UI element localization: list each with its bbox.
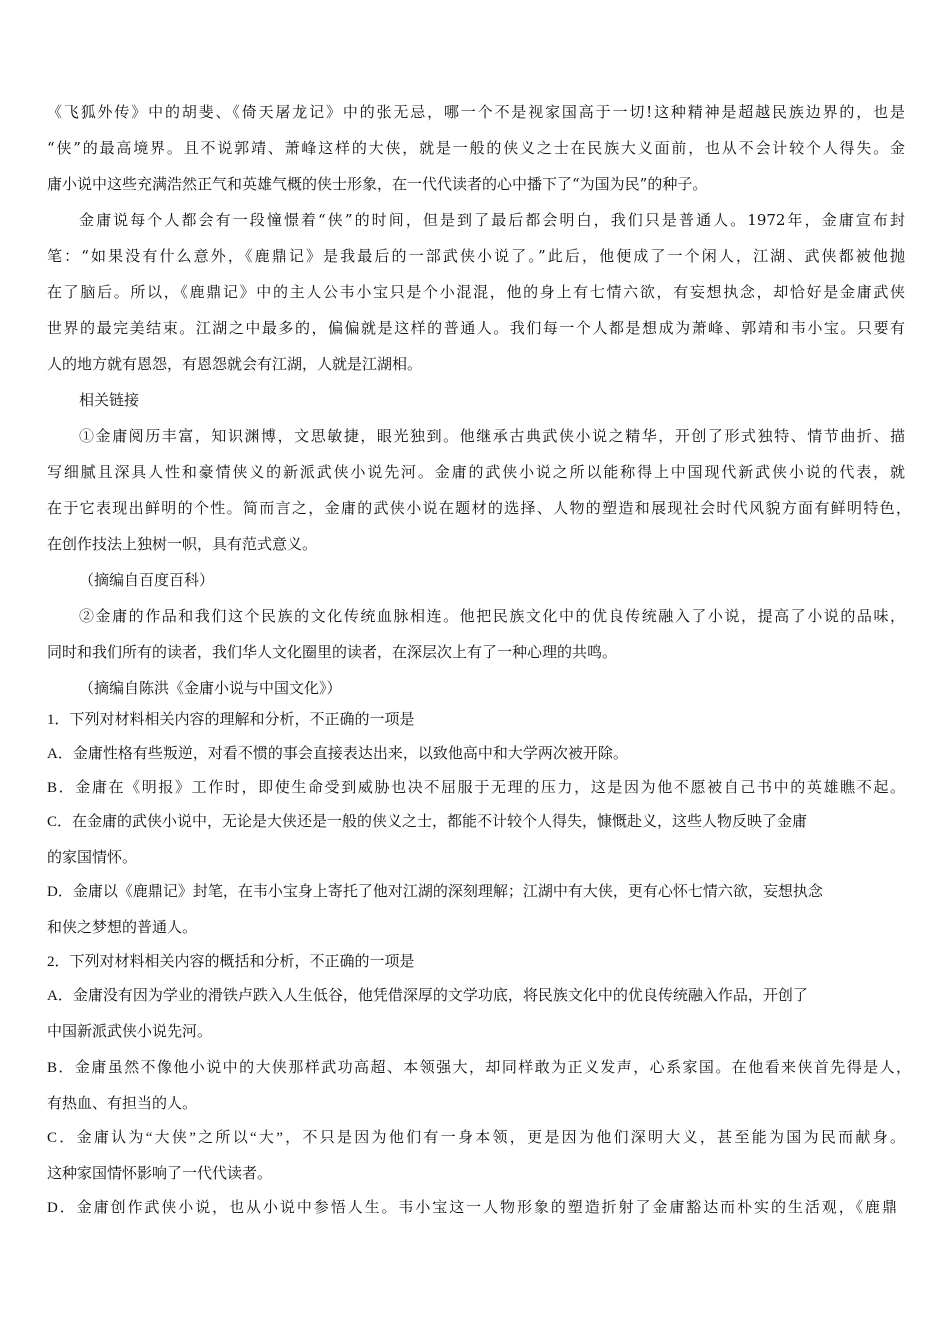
question-2-option-a-cont: 中国新派武侠小说先河。 — [47, 1024, 213, 1040]
passage-line: 庸小说中这些充满浩然正气和英雄气概的侠士形象，在一代代读者的心中播下了“为国为民”的种子。 — [47, 175, 708, 193]
link2-line: ②金庸的作品和我们这个民族的文化传统血脉相连。他把民族文化中的优良传统融入了小说，提高了小说的品味， — [79, 607, 905, 625]
question-2-option-b[interactable]: B．金庸虽然不像他小说中的大侠那样武功高超、本领强大，却同样敢为正义发声，心系家国。在他看来侠首先得是人， — [47, 1060, 911, 1076]
passage-line: 人的地方就有恩怨，有恩怨就会有江湖，人就是江湖相。 — [47, 355, 423, 373]
link2-source: （摘编自陈洪《金庸小说与中国文化》） — [79, 679, 342, 697]
link1-line: ①金庸阅历丰富，知识渊博，文思敏捷，眼光独到。他继承古典武侠小说之精华，开创了形式独特、情节曲折、描 — [79, 427, 905, 445]
question-1-option-d-cont: 和侠之梦想的普通人。 — [47, 920, 198, 936]
question-1-option-d[interactable]: D．金庸以《鹿鼎记》封笔，在韦小宝身上寄托了他对江湖的深刻理解；江湖中有大侠，更有心怀七情六欲，妄想执念 — [47, 884, 823, 900]
passage-line: 金庸说每个人都会有一段憧憬着“侠”的时间，但是到了最后都会明白，我们只是普通人。1972年，金庸宣布封 — [79, 211, 905, 229]
question-1-option-a[interactable]: A．金庸性格有些叛逆，对看不惯的事会直接表达出来，以致他高中和大学两次被开除。 — [47, 746, 628, 762]
passage-line: “侠”的最高境界。且不说郭靖、萧峰这样的大侠，就是一般的侠义之士在民族大义面前，也从不会计较个人得失。金 — [47, 139, 905, 157]
link1-source: （摘编自百度百科） — [79, 571, 215, 589]
question-1-option-b[interactable]: B．金庸在《明报》工作时，即使生命受到威胁也决不屈服于无理的压力，这是因为他不愿被自己书中的英雄瞧不起。 — [47, 780, 905, 796]
question-2-option-d[interactable]: D．金庸创作武侠小说，也从小说中参悟人生。韦小宝这一人物形象的塑造折射了金庸豁达而朴实的生活观，《鹿鼎 — [47, 1200, 897, 1216]
link1-line: 在创作技法上独树一帜，具有范式意义。 — [47, 535, 318, 553]
passage-line: 在了脑后。所以，《鹿鼎记》中的主人公韦小宝只是个小混混，他的身上有七情六欲，有妄想执念，却恰好是金庸武侠 — [47, 283, 905, 301]
question-1-option-c[interactable]: C．在金庸的武侠小说中，无论是大侠还是一般的侠义之士，都能不计较个人得失，慷慨赴义，这些人物反映了金庸 — [47, 814, 808, 830]
passage-line: 《飞狐外传》中的胡斐、《倚天屠龙记》中的张无忌，哪一个不是视家国高于一切!这种精神是超越民族边界的，也是 — [47, 103, 905, 121]
question-2-option-b-cont: 有热血、有担当的人。 — [47, 1096, 198, 1112]
passage-line: 世界的最完美结束。江湖之中最多的，偏偏就是这样的普通人。我们每一个人都是想成为萧峰、郭靖和韦小宝。只要有 — [47, 319, 905, 337]
passage-line: 笔：“如果没有什么意外，《鹿鼎记》是我最后的一部武侠小说了。”此后，他便成了一个闲人，江湖、武侠都被他抛 — [47, 247, 905, 265]
link1-line: 在于它表现出鲜明的个性。简而言之，金庸的武侠小说在题材的选择、人物的塑造和展现社会时代风貌方面有鲜明特色， — [47, 499, 911, 517]
question-2-option-a[interactable]: A．金庸没有因为学业的滑铁卢跌入人生低谷，他凭借深厚的文学功底，将民族文化中的优良传统融入作品，开创了 — [47, 988, 808, 1004]
question-1-option-c-cont: 的家国情怀。 — [47, 850, 138, 866]
question-2-option-c-cont: 这种家国情怀影响了一代代读者。 — [47, 1166, 273, 1182]
question-2-stem: 2．下列对材料相关内容的概括和分析，不正确的一项是 — [47, 954, 415, 970]
links-heading: 相关链接 — [79, 391, 140, 409]
question-2-option-c[interactable]: C．金庸认为“大侠”之所以“大”，不只是因为他们有一身本领，更是因为他们深明大义，甚至能为国为民而献身。 — [47, 1130, 905, 1146]
question-1-stem: 1．下列对材料相关内容的理解和分析，不正确的一项是 — [47, 712, 415, 728]
link1-line: 写细腻且深具人性和豪情侠义的新派武侠小说先河。金庸的武侠小说之所以能称得上中国现代新武侠小说的代表，就 — [47, 463, 905, 481]
link2-line: 同时和我们所有的读者，我们华人文化圈里的读者，在深层次上有了一种心理的共鸣。 — [47, 643, 618, 661]
